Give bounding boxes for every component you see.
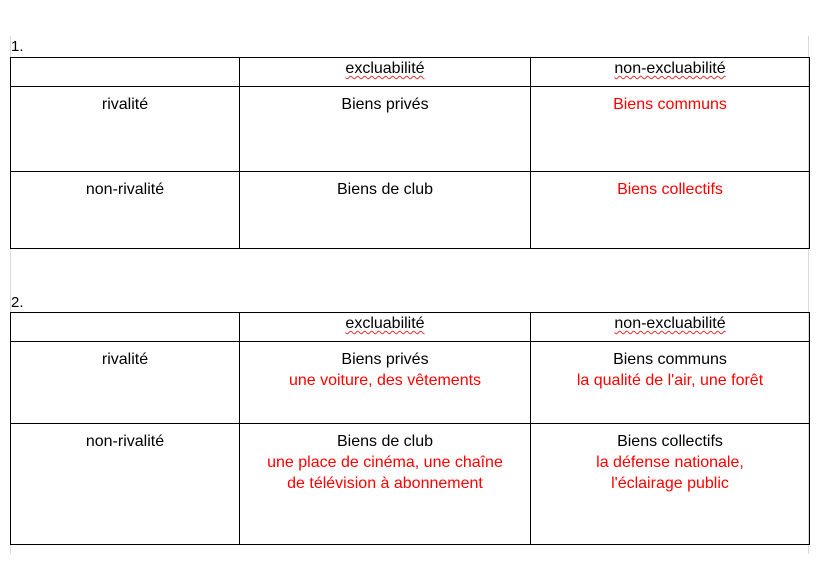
header-cell-excluability[interactable] (240, 58, 531, 87)
cell-common-goods[interactable]: Biens communs (531, 87, 810, 172)
club-goods-title: Biens de club (336, 433, 434, 450)
header-cell-non-excluability[interactable] (531, 58, 810, 87)
row-label-non-rivalry[interactable]: non-rivalité (11, 424, 240, 545)
table-row (11, 424, 810, 545)
public-goods-example: la défense nationale, l'éclairage public (596, 454, 744, 492)
cell-private-goods[interactable]: Biens privés (240, 87, 531, 172)
table-header-row (11, 313, 810, 342)
cell-public-goods[interactable] (531, 424, 810, 545)
private-goods-title: Biens privés (341, 351, 429, 368)
section-number-2: 2. (11, 294, 24, 311)
table-row (11, 87, 810, 172)
private-goods-example: une voiture, des vêtements (288, 372, 482, 389)
cell-club-goods[interactable]: Biens de club (240, 172, 531, 249)
common-goods-title: Biens communs (613, 351, 727, 368)
header-non-excluability-text: non-excluabilité (614, 315, 726, 332)
header-cell-empty[interactable] (11, 313, 240, 342)
header-cell-excluability[interactable] (240, 313, 531, 342)
section-number-1: 1. (11, 38, 24, 55)
table-row (11, 342, 810, 424)
common-goods-example: la qualité de l'air, une forêt (576, 372, 764, 389)
public-goods-title: Biens collectifs (617, 433, 723, 450)
header-non-excluability-text: non-excluabilité (614, 60, 726, 77)
cell-private-goods[interactable] (240, 342, 531, 424)
cell-common-goods[interactable] (531, 342, 810, 424)
goods-classification-table-1 (10, 57, 810, 249)
goods-classification-table-2 (10, 312, 810, 545)
row-label-non-rivalry[interactable]: non-rivalité (11, 172, 240, 249)
table-header-row (11, 58, 810, 87)
club-goods-example: une place de cinéma, une chaîne de télévision à abonnement (267, 454, 503, 492)
row-label-rivalry[interactable]: rivalité (11, 87, 240, 172)
row-label-rivalry[interactable]: rivalité (11, 342, 240, 424)
cell-club-goods[interactable] (240, 424, 531, 545)
table-row (11, 172, 810, 249)
header-cell-non-excluability[interactable] (531, 313, 810, 342)
header-cell-empty[interactable] (11, 58, 240, 87)
cell-public-goods[interactable]: Biens collectifs (531, 172, 810, 249)
header-excluability-text: excluabilité (345, 60, 425, 77)
header-excluability-text: excluabilité (345, 315, 425, 332)
